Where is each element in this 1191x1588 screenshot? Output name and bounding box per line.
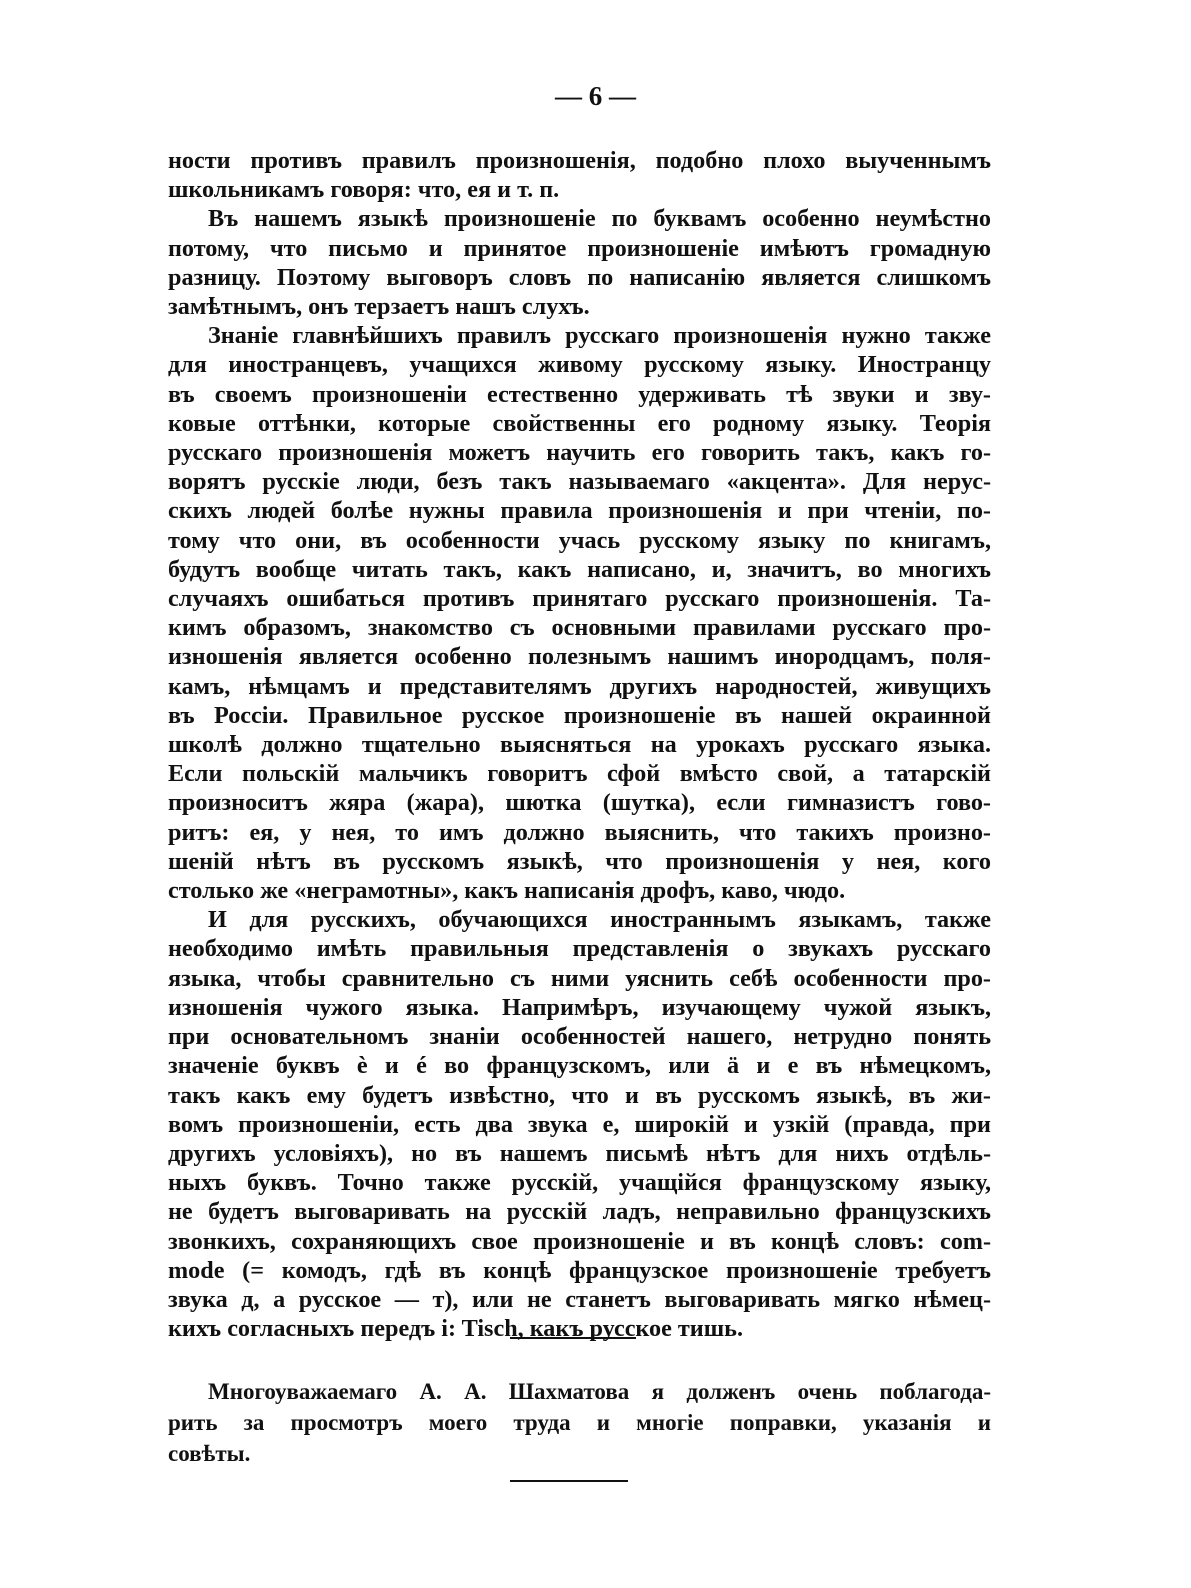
text-line: ности противъ правилъ произношенія, подобно плохо выученнымъ bbox=[168, 147, 991, 174]
text-line: mode (= комодъ, гдѣ въ концѣ французское произношеніе требуетъ bbox=[168, 1256, 991, 1284]
paragraph-start-line: Знаніе главнѣйшихъ правилъ русскаго произношенія нужно также bbox=[208, 322, 991, 350]
text-line: для иностранцевъ, учащихся живому русскому языку. Иностранцу bbox=[168, 351, 991, 379]
end-divider bbox=[510, 1480, 628, 1482]
text-line: звука д, а русское — т), или не станетъ выговаривать мягко нѣмец- bbox=[168, 1285, 991, 1313]
section-divider bbox=[510, 1337, 636, 1339]
text-line: школѣ должно тщательно выясняться на урокахъ русскаго языка. bbox=[168, 731, 991, 759]
text-line: Если польскій мальчикъ говоритъ сфой вмѣсто свой, а татарскій bbox=[168, 760, 991, 788]
text-line: значеніе буквъ è и é во французскомъ, или ä и e въ нѣмецкомъ, bbox=[168, 1052, 991, 1080]
text-line: не будетъ выговаривать на русскій ладъ, неправильно французскихъ bbox=[168, 1198, 991, 1226]
text-line: вомъ произношеніи, есть два звука е, широкій и узкій (правда, при bbox=[168, 1110, 991, 1138]
text-line: случаяхъ ошибаться противъ принятаго русскаго произношенія. Та- bbox=[168, 585, 991, 613]
text-line: ритъ: ея, у нея, то имъ должно выяснить, что такихъ произно- bbox=[168, 818, 991, 846]
footnote bbox=[168, 1376, 991, 1469]
text-line: ныхъ буквъ. Точно также русскій, учащійся французскому языку, bbox=[168, 1169, 991, 1197]
paragraph-start-line: Въ нашемъ языкѣ произношеніе по буквамъ особенно неумѣстно bbox=[208, 205, 991, 233]
text-line: произноситъ жяра (жара), шютка (шутка), если гимназистъ гово- bbox=[168, 789, 991, 817]
text-line: камъ, нѣмцамъ и представителямъ другихъ народностей, живущихъ bbox=[168, 672, 991, 700]
main-text bbox=[168, 146, 991, 1343]
text-line: тому что они, въ особенности учась русскому языку по книгамъ, bbox=[168, 526, 991, 554]
footnote-line: Многоуважаемаго А. А. Шахматова я долженъ очень поблагода- bbox=[208, 1379, 991, 1404]
text-line: столько же «неграмотны», какъ написанія дрофъ, каво, чюдо. bbox=[168, 877, 846, 905]
text-line: русскаго произношенія можетъ научить его говорить такъ, какъ го- bbox=[168, 439, 991, 467]
text-line: кимъ образомъ, знакомство съ основными правилами русскаго про- bbox=[168, 614, 991, 642]
text-line: замѣтнымъ, онъ терзаетъ нашъ слухъ. bbox=[168, 293, 590, 321]
text-line: ковые оттѣнки, которые свойственны его родному языку. Теорія bbox=[168, 409, 991, 437]
text-line: скихъ людей болѣе нужны правила произношенія и при чтеніи, по- bbox=[168, 497, 991, 525]
text-line: въ своемъ произношеніи естественно удерживать тѣ звуки и зву- bbox=[168, 380, 991, 408]
text-line: при основательномъ знаніи особенностей нашего, нетрудно понять bbox=[168, 1023, 991, 1051]
text-line: шеній нѣтъ въ русскомъ языкѣ, что произношенія у нея, кого bbox=[168, 847, 991, 875]
text-line: въ Россіи. Правильное русское произношеніе въ нашей окраинной bbox=[168, 701, 991, 729]
text-line: кихъ согласныхъ передъ i: Tisch, какъ русское тишь. bbox=[168, 1315, 744, 1343]
footnote-line: рить за просмотръ моего труда и многіе поправки, указанія и bbox=[168, 1410, 991, 1435]
text-line: школьникамъ говоря: что, ея и т. п. bbox=[168, 176, 560, 204]
text-line: такъ какъ ему будетъ извѣстно, что и въ русскомъ языкѣ, въ жи- bbox=[168, 1081, 991, 1109]
text-line: звонкихъ, сохраняющихъ свое произношеніе и въ концѣ словъ: com- bbox=[168, 1227, 991, 1255]
footnote-line: совѣты. bbox=[168, 1441, 251, 1466]
text-line: потому, что письмо и принятое произношеніе имѣютъ громадную bbox=[168, 234, 991, 262]
text-line: изношенія является особенно полезнымъ нашимъ инородцамъ, поля- bbox=[168, 643, 991, 671]
text-line: ворятъ русскіе люди, безъ такъ называемаго «акцента». Для нерус- bbox=[168, 468, 991, 496]
text-line: другихъ условіяхъ), но въ нашемъ письмѣ нѣтъ для нихъ отдѣль- bbox=[168, 1139, 991, 1167]
text-line: будутъ вообще читать такъ, какъ написано, и, значитъ, во многихъ bbox=[168, 555, 991, 583]
text-line: изношенія чужого языка. Напримѣръ, изучающему чужой языкъ, bbox=[168, 993, 991, 1021]
page-number: — 6 — bbox=[555, 81, 636, 111]
text-line: необходимо имѣть правильныя представленія о звукахъ русскаго bbox=[168, 935, 991, 963]
paragraph-start-line: И для русскихъ, обучающихся иностраннымъ языкамъ, также bbox=[208, 906, 991, 934]
text-line: разницу. Поэтому выговоръ словъ по написанію является слишкомъ bbox=[168, 263, 991, 291]
text-line: языка, чтобы сравнительно съ ними уяснить себѣ особенности про- bbox=[168, 964, 991, 992]
